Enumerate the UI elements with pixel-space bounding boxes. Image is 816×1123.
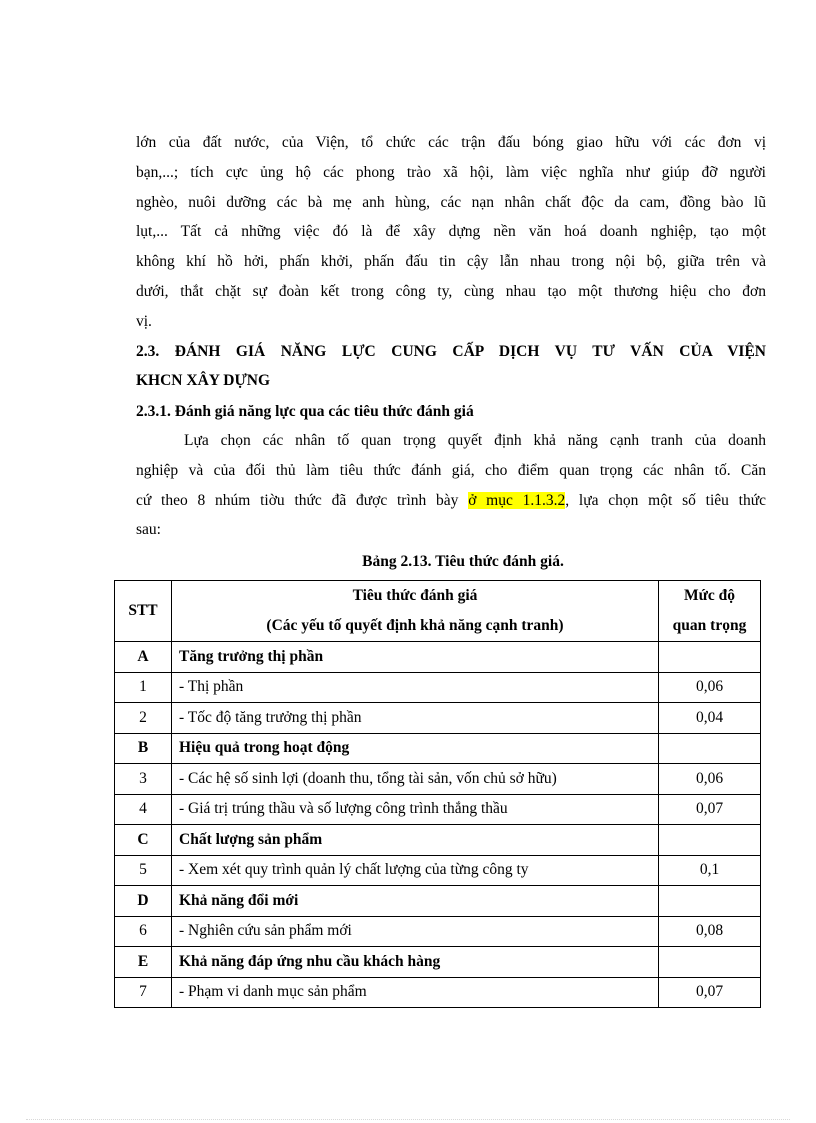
cell-weight (659, 825, 761, 856)
cell-stt: 3 (115, 764, 172, 795)
cell-criteria: Khả năng đổi mới (172, 886, 659, 917)
header-stt (115, 581, 172, 642)
table-group-row (115, 947, 761, 978)
cell-criteria: Tăng trưởng thị phần (172, 642, 659, 673)
cell-criteria: - Các hệ số sinh lợi (doanh thu, tổng tài sản, vốn chủ sở hữu) (172, 764, 659, 795)
cell-weight (659, 733, 761, 764)
table-row (115, 794, 761, 825)
paragraph-line: không khí hồ hởi, phấn khởi, phấn đấu tin cậy lẫn nhau trong nội bộ, giữa trên và (136, 253, 766, 271)
paragraph-text: , lựa chọn một số tiêu thức (565, 491, 766, 509)
paragraph-line: dưới, thắt chặt sự đoàn kết trong công ty, cùng nhau tạo một thương hiệu cho đơn (136, 282, 766, 300)
section-heading (136, 337, 766, 395)
cell-stt: 6 (115, 916, 172, 947)
paragraph-line: sau: (136, 521, 161, 539)
cell-stt: 5 (115, 855, 172, 886)
cell-stt: 7 (115, 977, 172, 1008)
paragraph-line: lụt,... Tất cả những việc đó là để xây dựng nền văn hoá doanh nghiệp, tạo một (136, 223, 766, 241)
cell-stt: 4 (115, 794, 172, 825)
table-caption: Bảng 2.13. Tiêu thức đánh giá. (362, 553, 564, 570)
section-heading-line: 2.3. ĐÁNH GIÁ NĂNG LỰC CUNG CẤP DỊCH VỤ TƯ VẤN CỦA VIỆN (136, 343, 766, 360)
paragraph-line: lớn của đất nước, của Viện, tổ chức các trận đấu bóng giao hữu với các đơn vị (136, 134, 766, 151)
intro-paragraph (136, 426, 766, 545)
paragraph-line: vị. (136, 312, 152, 330)
cell-stt: 2 (115, 703, 172, 734)
cell-weight: 0,07 (659, 794, 761, 825)
header-weight-line: Mức độ (683, 587, 736, 604)
highlighted-reference: ở mục 1.1.3.2 (468, 491, 566, 509)
table-row (115, 916, 761, 947)
header-stt-label: STT (128, 602, 158, 619)
cell-criteria: - Tốc độ tăng trưởng thị phần (172, 703, 659, 734)
table-row (115, 764, 761, 795)
paragraph-line: bạn,...; tích cực ủng hộ các phong trào xã hội, làm việc nghĩa như giúp đỡ người (136, 163, 766, 181)
cell-criteria: - Nghiên cứu sản phẩm mới (172, 916, 659, 947)
table-group-row (115, 825, 761, 856)
cell-criteria: - Phạm vi danh mục sản phẩm (172, 977, 659, 1008)
cell-weight: 0,04 (659, 703, 761, 734)
section-heading-line: KHCN XÂY DỰNG (136, 372, 271, 389)
cell-stt: B (115, 733, 172, 764)
paragraph-line (136, 486, 766, 516)
cell-criteria: - Giá trị trúng thầu và số lượng công trình thắng thầu (172, 794, 659, 825)
header-criteria (172, 581, 659, 642)
subsection-heading (136, 397, 766, 426)
header-criteria-line: Tiêu thức đánh giá (352, 587, 478, 604)
cell-criteria: - Xem xét quy trình quản lý chất lượng của từng công ty (172, 855, 659, 886)
cell-stt: D (115, 886, 172, 917)
cell-criteria: Chất lượng sản phẩm (172, 825, 659, 856)
body-paragraph (136, 128, 766, 337)
table-row (115, 703, 761, 734)
header-weight-line: quan trọng (672, 617, 747, 634)
cell-weight (659, 886, 761, 917)
table-group-row (115, 733, 761, 764)
cell-weight: 0,08 (659, 916, 761, 947)
cell-weight: 0,06 (659, 764, 761, 795)
header-criteria-line: (Các yếu tố quyết định khả năng cạnh tranh) (266, 617, 564, 634)
page-bottom-divider (26, 1119, 790, 1120)
paragraph-line: Lựa chọn các nhân tố quan trọng quyết định khả năng cạnh tranh của doanh (184, 432, 766, 449)
cell-stt: A (115, 642, 172, 673)
table-group-row (115, 886, 761, 917)
table-header-row (115, 581, 761, 642)
cell-stt: 1 (115, 672, 172, 703)
table-group-row (115, 642, 761, 673)
paragraph-text: cứ theo 8 nhúm tiờu thức đã được trình bày (136, 491, 469, 509)
table-row (115, 855, 761, 886)
criteria-table (114, 580, 761, 1008)
cell-weight (659, 642, 761, 673)
cell-criteria: Hiệu quả trong hoạt động (172, 733, 659, 764)
header-weight (659, 581, 761, 642)
cell-weight: 0,07 (659, 977, 761, 1008)
paragraph-line: nghiệp và của đối thủ làm tiêu thức đánh giá, cho điểm quan trọng các nhân tố. Căn (136, 461, 766, 479)
subsection-heading-text: 2.3.1. Đánh giá năng lực qua các tiêu thức đánh giá (136, 403, 474, 420)
paragraph-line: nghèo, nuôi dưỡng các bà mẹ anh hùng, các nạn nhân chất độc da cam, đồng bào lũ (136, 193, 766, 211)
table-body (115, 642, 761, 1008)
cell-weight (659, 947, 761, 978)
cell-stt: C (115, 825, 172, 856)
cell-stt: E (115, 947, 172, 978)
cell-criteria: Khả năng đáp ứng nhu cầu khách hàng (172, 947, 659, 978)
cell-weight: 0,1 (659, 855, 761, 886)
cell-criteria: - Thị phần (172, 672, 659, 703)
cell-weight: 0,06 (659, 672, 761, 703)
table-row (115, 977, 761, 1008)
table-row (115, 672, 761, 703)
